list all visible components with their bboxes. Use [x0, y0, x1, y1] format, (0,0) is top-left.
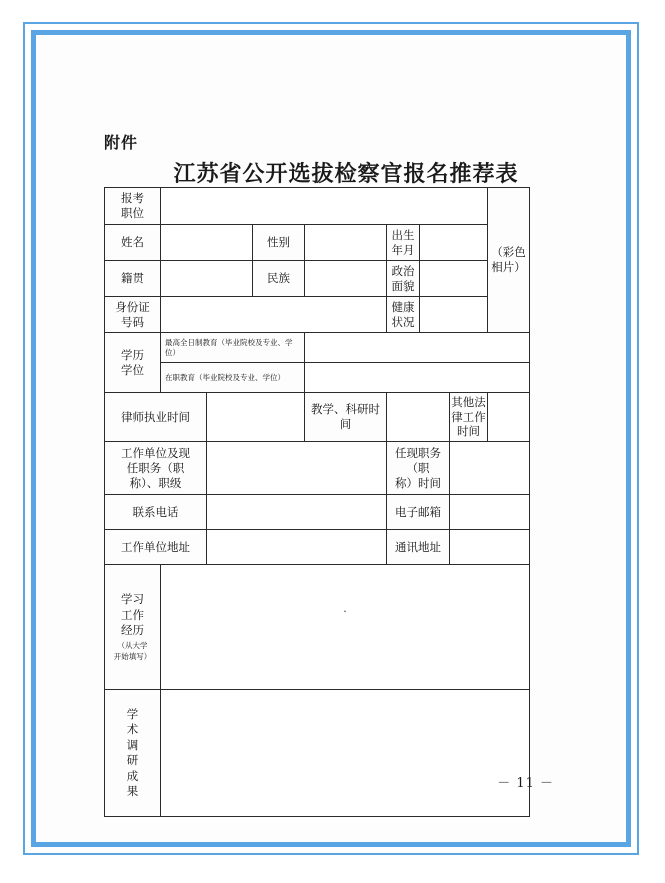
value-work-address[interactable]	[207, 530, 387, 565]
value-other-legal-work-time[interactable]	[488, 393, 530, 442]
label-id-number: 身份证 号码	[105, 297, 161, 333]
label-teaching-research-time: 教学、科研时间	[305, 393, 387, 442]
label-education: 学历 学位	[105, 333, 161, 393]
attachment-label: 附件	[104, 133, 139, 152]
page-content-sheet	[36, 35, 626, 842]
value-education-full-time[interactable]	[305, 333, 530, 363]
photo-cell[interactable]: （彩色相片）	[488, 188, 530, 333]
value-teaching-research-time[interactable]	[387, 393, 450, 442]
value-email[interactable]	[450, 495, 530, 530]
label-position: 报考 职位	[105, 188, 161, 225]
value-health[interactable]	[420, 297, 488, 333]
table-row-id-number	[105, 297, 530, 333]
label-education-in-service: 在职教育（毕业院校及专业、学位）	[161, 363, 305, 393]
table-row-address	[105, 530, 530, 565]
label-education-full-time: 最高全日制教育（毕业院校及专业、学位）	[161, 333, 305, 363]
table-row-experience	[105, 565, 530, 690]
value-education-in-service[interactable]	[305, 363, 530, 393]
label-ethnicity: 民族	[253, 261, 305, 297]
table-row-native-place	[105, 261, 530, 297]
table-row-work-unit	[105, 442, 530, 495]
page-number: － 11 －	[497, 776, 554, 791]
value-research-results[interactable]	[161, 690, 530, 817]
label-political-status: 政治 面貌	[387, 261, 420, 297]
page-title: 江苏省公开选拔检察官报名推荐表	[173, 161, 519, 187]
label-experience-note-line2: 开始填写）	[113, 652, 152, 662]
table-row-position	[105, 188, 530, 225]
label-work-unit-and-post: 工作单位及现 任职务（职 称）、职级	[105, 442, 207, 495]
value-birth[interactable]	[420, 225, 488, 261]
label-birth: 出生 年月	[387, 225, 420, 261]
table-row-education-in-service	[105, 363, 530, 393]
label-experience: 学习 工作 经历 （从大学 开始填写）	[105, 565, 161, 690]
label-mailing-address: 通讯地址	[387, 530, 450, 565]
value-native-place[interactable]	[161, 261, 253, 297]
value-experience[interactable]	[161, 565, 530, 690]
experience-text: ·	[343, 605, 347, 619]
value-gender[interactable]	[305, 225, 387, 261]
value-position[interactable]	[161, 188, 488, 225]
value-ethnicity[interactable]	[305, 261, 387, 297]
value-lawyer-practice-time[interactable]	[207, 393, 305, 442]
table-row-research-results	[105, 690, 530, 817]
label-work-address: 工作单位地址	[105, 530, 207, 565]
label-research-results: 学 术 调 研 成 果	[105, 690, 161, 817]
label-other-legal-work-time: 其他法律工作时间	[450, 393, 488, 442]
table-row-contact	[105, 495, 530, 530]
value-id-number[interactable]	[161, 297, 387, 333]
value-name[interactable]	[161, 225, 253, 261]
label-current-post-time: 任现职务（职 称）时间	[387, 442, 450, 495]
label-name: 姓名	[105, 225, 161, 261]
value-work-unit-and-post[interactable]	[207, 442, 387, 495]
table-row-work-times	[105, 393, 530, 442]
value-political-status[interactable]	[420, 261, 488, 297]
value-phone[interactable]	[207, 495, 387, 530]
label-email: 电子邮箱	[387, 495, 450, 530]
table-row-name	[105, 225, 530, 261]
value-mailing-address[interactable]	[450, 530, 530, 565]
table-row-education-full-time	[105, 333, 530, 363]
registration-form-table	[104, 187, 530, 817]
label-phone: 联系电话	[105, 495, 207, 530]
label-lawyer-practice-time: 律师执业时间	[105, 393, 207, 442]
value-current-post-time[interactable]	[450, 442, 530, 495]
label-gender: 性别	[253, 225, 305, 261]
label-experience-note-line1: （从大学	[117, 640, 148, 650]
label-native-place: 籍贯	[105, 261, 161, 297]
label-health: 健康 状况	[387, 297, 420, 333]
